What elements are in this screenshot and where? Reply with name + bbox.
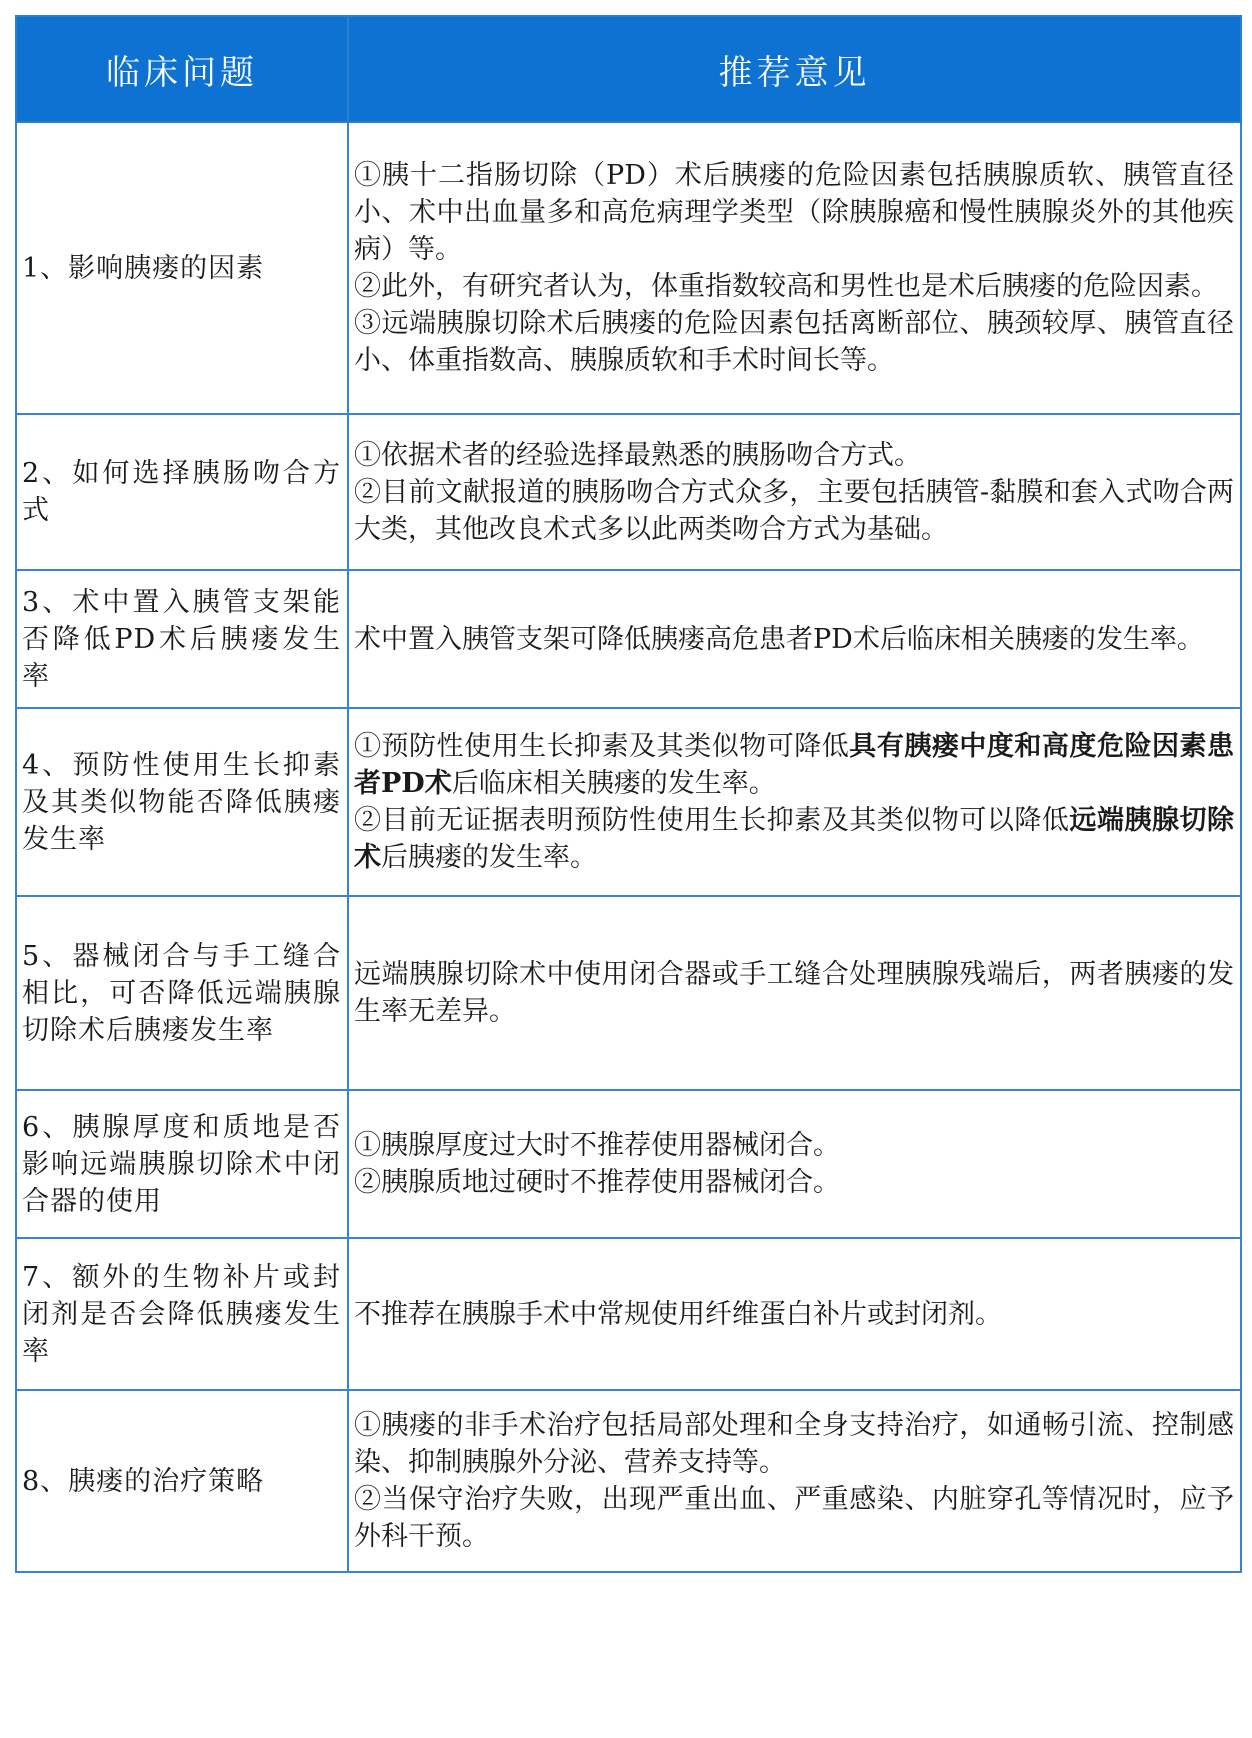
table-row xyxy=(16,1238,1241,1390)
table-header-row xyxy=(16,16,1241,122)
recommendation-text: ①胰腺厚度过大时不推荐使用器械闭合。 xyxy=(354,1130,840,1161)
header-clinical-question: 临床问题 xyxy=(16,16,348,122)
recommendation-text: 术中置入胰管支架可降低胰瘘高危患者PD术后临床相关胰瘘的发生率。 xyxy=(354,623,1204,655)
question-cell: 8、胰瘘的治疗策略 xyxy=(16,1390,348,1572)
question-cell: 3、术中置入胰管支架能否降低PD术后胰瘘发生率 xyxy=(16,570,348,708)
table-row xyxy=(16,414,1241,570)
recommendation-text: ②目前文献报道的胰肠吻合方式众多，主要包括胰管-黏膜和套入式吻合两大类，其他改良术式多以此两类吻合方式为基础。 xyxy=(354,476,1234,545)
recommendation-text: ①依据术者的经验选择最熟悉的胰肠吻合方式。 xyxy=(354,439,921,471)
bold-text-segment: 远端胰腺切除术 xyxy=(354,805,1235,873)
recommendation-text xyxy=(354,728,1234,802)
recommendation-text: ③远端胰腺切除术后胰瘘的危险因素包括离断部位、胰颈较厚、胰管直径小、体重指数高、胰腺质软和手术时间长等。 xyxy=(354,308,1234,376)
text-segment: 后胰瘘的发生率。 xyxy=(381,842,597,873)
recommendation-cell xyxy=(348,570,1241,708)
recommendation-text: ②当保守治疗失败，出现严重出血、严重感染、内脏穿孔等情况时，应予外科干预。 xyxy=(354,1484,1234,1552)
recommendation-text xyxy=(354,802,1234,876)
question-cell: 6、胰腺厚度和质地是否影响远端胰腺切除术中闭合器的使用 xyxy=(16,1090,348,1238)
table-row xyxy=(16,896,1241,1090)
question-cell: 5、器械闭合与手工缝合相比，可否降低远端胰腺切除术后胰瘘发生率 xyxy=(16,896,348,1090)
recommendation-cell xyxy=(348,896,1241,1090)
recommendation-cell xyxy=(348,1390,1241,1572)
recommendation-text: ②此外，有研究者认为，体重指数较高和男性也是术后胰瘘的危险因素。 xyxy=(354,271,1218,302)
text-segment: ①预防性使用生长抑素及其类似物可降低 xyxy=(354,731,850,762)
recommendation-text: ①胰瘘的非手术治疗包括局部处理和全身支持治疗，如通畅引流、控制感染、抑制胰腺外分泌、营养支持等。 xyxy=(354,1410,1234,1478)
recommendation-text: 远端胰腺切除术中使用闭合器或手工缝合处理胰腺残端后，两者胰瘘的发生率无差异。 xyxy=(354,959,1234,1027)
question-cell: 7、额外的生物补片或封闭剂是否会降低胰瘘发生率 xyxy=(16,1238,348,1390)
recommendation-cell xyxy=(348,1238,1241,1390)
table-row xyxy=(16,708,1241,896)
recommendation-cell xyxy=(348,1090,1241,1238)
recommendation-cell xyxy=(348,122,1241,414)
recommendation-text: 不推荐在胰腺手术中常规使用纤维蛋白补片或封闭剂。 xyxy=(354,1298,1002,1330)
table-row xyxy=(16,570,1241,708)
table-row xyxy=(16,1090,1241,1238)
question-cell: 2、如何选择胰肠吻合方式 xyxy=(16,414,348,570)
recommendation-table xyxy=(15,15,1242,1573)
text-segment: ②目前无证据表明预防性使用生长抑素及其类似物可以降低 xyxy=(354,805,1070,836)
text-segment: 后临床相关胰瘘的发生率。 xyxy=(451,768,776,799)
recommendation-text: ②胰腺质地过硬时不推荐使用器械闭合。 xyxy=(354,1167,840,1198)
recommendation-cell xyxy=(348,414,1241,570)
question-cell: 1、影响胰瘘的因素 xyxy=(16,122,348,414)
bold-text-segment: 具有胰瘘中度和高度危险因素患者PD术 xyxy=(354,731,1235,799)
table-row xyxy=(16,122,1241,414)
header-recommendation: 推荐意见 xyxy=(348,16,1241,122)
recommendation-text: ①胰十二指肠切除（PD）术后胰瘘的危险因素包括胰腺质软、胰管直径小、术中出血量多和高危病理学类型（除胰腺癌和慢性胰腺炎外的其他疾病）等。 xyxy=(354,160,1234,265)
table-row xyxy=(16,1390,1241,1572)
question-cell: 4、预防性使用生长抑素及其类似物能否降低胰瘘发生率 xyxy=(16,708,348,896)
recommendation-cell xyxy=(348,708,1241,896)
